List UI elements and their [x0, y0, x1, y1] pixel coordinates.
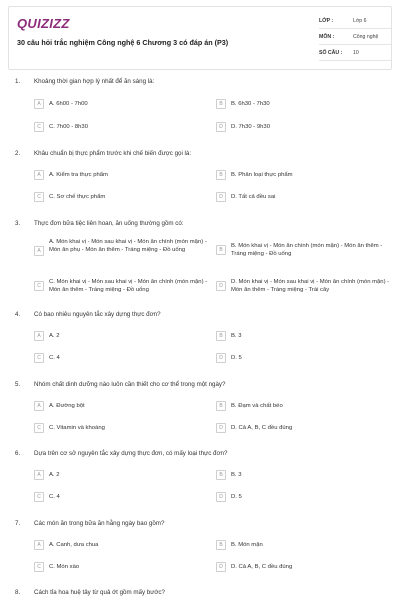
- meta-value: Công nghệ: [353, 33, 379, 40]
- option-text: A. 2: [49, 472, 60, 478]
- meta-row-count: [319, 45, 391, 61]
- option-letter-box: B: [216, 401, 226, 411]
- meta-box: [319, 13, 391, 61]
- option-letter-box: A: [34, 470, 44, 480]
- quizizz-logo: QUIZIZZ: [17, 16, 70, 31]
- option-letter-box: D: [216, 122, 226, 132]
- option-text: C. Vitamin và khoáng: [49, 425, 105, 431]
- option-text: B. 6h30 - 7h30: [231, 101, 270, 107]
- option-letter-box: D: [216, 281, 226, 291]
- option-d[interactable]: [216, 353, 386, 363]
- option-text: B. 3: [231, 472, 242, 478]
- option-c[interactable]: [34, 277, 210, 294]
- meta-row-class: [319, 13, 391, 29]
- option-letter-box: B: [216, 170, 226, 180]
- option-letter-box: A: [34, 99, 44, 109]
- option-text: D. 7h30 - 9h30: [231, 124, 270, 130]
- option-a[interactable]: [34, 540, 204, 550]
- option-d[interactable]: [216, 423, 386, 433]
- meta-row-subject: [319, 29, 391, 45]
- question-number: 5.: [15, 381, 21, 388]
- question-number: 7.: [15, 520, 21, 527]
- option-b[interactable]: [216, 470, 386, 480]
- option-letter-box: C: [34, 353, 44, 363]
- meta-key: MÔN :: [319, 33, 335, 40]
- option-text: C. 7h00 - 8h30: [49, 124, 88, 130]
- option-c[interactable]: [34, 562, 204, 572]
- option-letter-box: C: [34, 492, 44, 502]
- option-d[interactable]: [216, 562, 386, 572]
- option-letter-box: D: [216, 423, 226, 433]
- option-letter-box: D: [216, 562, 226, 572]
- option-letter-box: C: [34, 281, 44, 291]
- option-text: C. 4: [49, 355, 60, 361]
- option-letter-box: B: [216, 331, 226, 341]
- option-b[interactable]: [216, 331, 386, 341]
- quiz-header: [8, 6, 392, 70]
- question-number: 2.: [15, 150, 21, 157]
- question-text: Khâu chuẩn bị thực phẩm trước khi chế biến được gọi là:: [34, 150, 192, 157]
- option-text: B. Món khai vị - Món ăn chính (món mặn) - Món ăn thêm - Tráng miệng - Đồ uống: [231, 243, 383, 258]
- option-text: B. Món mặn: [231, 542, 263, 548]
- option-b[interactable]: [216, 99, 386, 109]
- quiz-title: 30 câu hỏi trắc nghiệm Công nghệ 6 Chương 3 có đáp án (P3): [17, 38, 229, 47]
- question-text: Dựa trên cơ sở nguyên tắc xây dựng thực đơn, có mấy loại thực đơn?: [34, 450, 228, 457]
- meta-value: 10: [353, 49, 359, 56]
- option-text: D. Cả A, B, C đều đúng: [231, 425, 293, 431]
- option-text: C. Sơ chế thực phẩm: [49, 194, 106, 200]
- option-text: A. Canh, dưa chua: [49, 542, 99, 548]
- option-letter-box: A: [34, 540, 44, 550]
- option-b[interactable]: [216, 170, 386, 180]
- meta-key: LỚP :: [319, 17, 334, 24]
- option-c[interactable]: [34, 192, 204, 202]
- option-letter-box: B: [216, 470, 226, 480]
- question-text: Các món ăn trong bữa ăn hằng ngày bao gồm?: [34, 520, 165, 527]
- option-text: C. Món xào: [49, 564, 80, 570]
- option-a[interactable]: [34, 99, 204, 109]
- option-d[interactable]: [216, 492, 386, 502]
- option-letter-box: A: [34, 170, 44, 180]
- question-text: Khoảng thời gian hợp lý nhất để ăn sáng là:: [34, 78, 155, 85]
- option-letter-box: C: [34, 562, 44, 572]
- option-text: D. 5: [231, 355, 242, 361]
- option-letter-box: D: [216, 192, 226, 202]
- option-a[interactable]: [34, 170, 204, 180]
- question-text: Nhóm chất dinh dưỡng nào luôn cần thiết cho cơ thể trong một ngày?: [34, 381, 226, 388]
- question-number: 4.: [15, 311, 21, 318]
- question-text: Có bao nhiêu nguyên tắc xây dựng thực đơn?: [34, 311, 161, 318]
- option-text: B. Phân loại thực phẩm: [231, 172, 293, 178]
- option-d[interactable]: [216, 122, 386, 132]
- question-number: 6.: [15, 450, 21, 457]
- option-text: A. Món khai vị - Món sau khai vị - Món ăn chính (món mặn) - Món ăn phụ - Món ăn thêm - Tráng miệng - Đồ uống: [49, 239, 207, 254]
- option-letter-box: A: [34, 331, 44, 341]
- question-text: Thực đơn bữa tiệc liên hoan, ăn uống thường gồm có:: [34, 220, 184, 227]
- option-d[interactable]: [216, 277, 392, 294]
- option-c[interactable]: [34, 122, 204, 132]
- option-text: A. Kiểm tra thực phẩm: [49, 172, 108, 178]
- question-number: 1.: [15, 78, 21, 85]
- option-a[interactable]: [34, 331, 204, 341]
- meta-value: Lớp 6: [353, 17, 367, 24]
- option-text: A. 6h00 - 7h00: [49, 101, 88, 107]
- option-d[interactable]: [216, 192, 386, 202]
- option-letter-box: D: [216, 492, 226, 502]
- option-b[interactable]: [216, 241, 392, 258]
- option-c[interactable]: [34, 423, 204, 433]
- option-letter-box: B: [216, 245, 226, 255]
- option-text: C. 4: [49, 494, 60, 500]
- question-text: Cách tỉa hoa huệ tây từ quả ớt gồm mấy bước?: [34, 589, 165, 596]
- option-a[interactable]: [34, 470, 204, 480]
- option-b[interactable]: [216, 540, 386, 550]
- option-a[interactable]: [34, 401, 204, 411]
- option-letter-box: C: [34, 122, 44, 132]
- question-number: 3.: [15, 220, 21, 227]
- meta-key: SỐ CÂU :: [319, 49, 343, 56]
- option-text: D. Tất cả đều sai: [231, 194, 276, 200]
- option-letter-box: C: [34, 423, 44, 433]
- option-text: D. 5: [231, 494, 242, 500]
- option-text: D. Món khai vị - Món sau khai vị - Món ăn chính (món mặn) - Món ăn thêm - Tráng miệng - Trái cây: [231, 279, 390, 294]
- option-b[interactable]: [216, 401, 386, 411]
- option-c[interactable]: [34, 353, 204, 363]
- option-text: B. 3: [231, 333, 242, 339]
- option-letter-box: B: [216, 99, 226, 109]
- option-letter-box: B: [216, 540, 226, 550]
- option-a[interactable]: [34, 237, 210, 256]
- option-letter-box: A: [34, 401, 44, 411]
- option-text: D. Cả A, B, C đều đúng: [231, 564, 293, 570]
- option-letter-box: D: [216, 353, 226, 363]
- question-number: 8.: [15, 589, 21, 596]
- option-text: C. Món khai vị - Món sau khai vị - Món ăn chính (món mặn) - Món ăn thêm - Tráng miệng - Đồ uống: [49, 279, 208, 294]
- option-text: B. Đạm và chất béo: [231, 403, 283, 409]
- option-letter-box: C: [34, 192, 44, 202]
- option-c[interactable]: [34, 492, 204, 502]
- option-text: A. Đường bột: [49, 403, 85, 409]
- option-text: A. 2: [49, 333, 60, 339]
- option-letter-box: A: [34, 246, 44, 256]
